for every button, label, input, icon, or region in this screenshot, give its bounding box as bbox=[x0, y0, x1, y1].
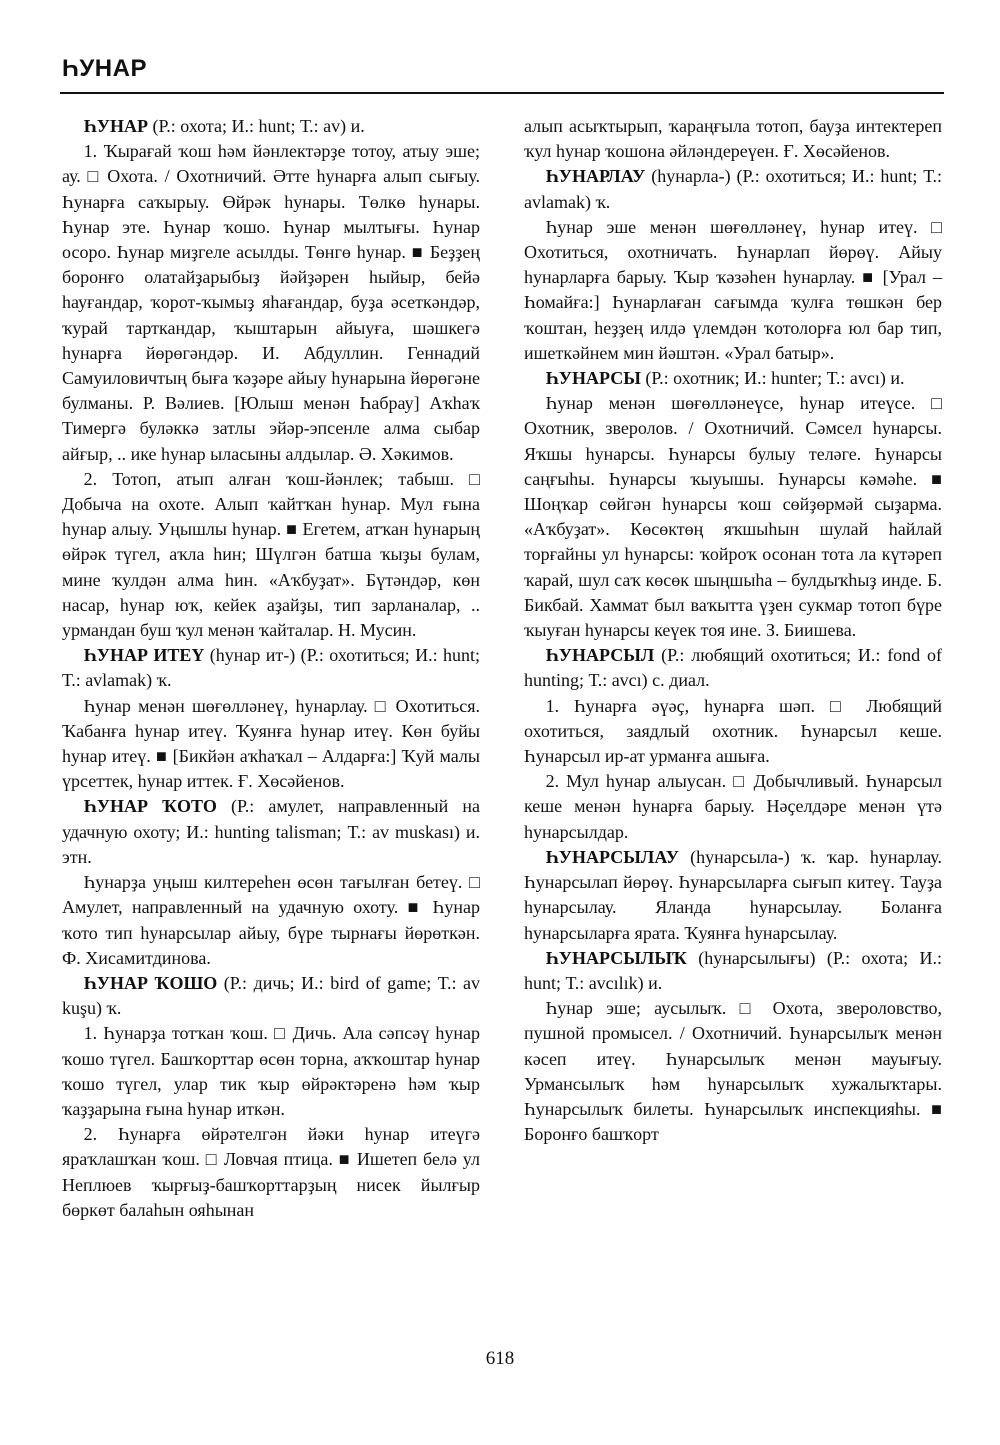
definition-paragraph: Һунар менән шөғөлләнеү, һунарлау. □ Охотиться. Ҡабанға һунар итеү. Ҡуянға һунар итеү. Көн буйы һунар итеү. ■ [Бикйән аҡһаҡал – Алдарға:] Ҡуй малы үрсеттек, һунар иттек. Ғ. Хөсәйенов. bbox=[62, 695, 480, 792]
definition-paragraph: Һунарҙа уңыш килтереһен өсөн тағылған бетеү. □ Амулет, направленный на удачную охоту. ■ Һунар ҡото тип һунарсылар айыу, бүре тырнағы йөрөткән. Ф. Хисамитдинова. bbox=[62, 872, 480, 968]
entry-text: (Р.: любящий охотиться; И.: fond of hunting; Т.: avcı) с. диал. bbox=[524, 645, 942, 691]
entry-headword: ҺУНАР ҠОШО bbox=[83, 972, 218, 993]
definition-paragraph: 1. Һунарҙа тотҡан ҡош. □ Дичь. Ала сәпсәү һунар ҡошо түгел. Башҡорттар өсөн торна, аҡҡоштар һунар ҡошо түгел, улар тик ҡыр өйрәктәренә һәм ҡыр ҡаҙҙарына ғына һунар иткән. bbox=[62, 1023, 480, 1119]
definition-paragraph: Һунар менән шөғөлләнеүсе, һунар итеүсе. □ Охотник, зверолов. / Охотничий. Сәмсел һунарсы. Яҡшы һунарсы. Һунарсы булыу теләге. Һунарсы саңғыһы. Һунарсы ҡыуышы. Һунарсы кәмәһе. ■ Шоңҡар сөйгән һунарсы ҡош сөйҙөрмәй сыҙарма. «Аҡбуҙат». Көсөктөң яҡшыһын шулай һайлай торғайны ул һунарсы: ҡойроҡ осонан тота ла күтәреп ҡарай, шул саҡ көсөк шыңшыһа – булдыҡһыҙ инде. Б. Бикбай. Хаммат был ваҡытта үҙен сукмар тотоп бүре ҡыуған һунарсы кеүек тоя ине. З. Биишева. bbox=[524, 393, 942, 641]
dictionary-entry bbox=[62, 794, 480, 870]
definition-paragraph: 2. Мул һунар алыусан. □ Добычливый. Һунарсыл кеше менән һунарға барыу. Нәҫелдәре менән үтә һунарсылдар. bbox=[524, 771, 942, 842]
entry-text: (һунарсыла-) ҡ. ҡар. һунарлау. Һунарсылап йөрөү. Һунарсыларға сығып китеү. Тауҙа һунарсылау. Яланда һунарсылау. Боланға һунарсыларға ярата. Ҡуянға һунарсылау. bbox=[524, 846, 942, 943]
entry-headword: ҺУНАРСЫЛАУ bbox=[545, 846, 679, 867]
dictionary-entry bbox=[524, 164, 942, 214]
entry-text: (Р.: амулет, направленный на удачную охоту; И.: hunting talisman; Т.: av muskası) и. этн. bbox=[62, 796, 480, 867]
continued-paragraph: алып асыҡтырып, ҡараңғыла тотоп, бауҙа интектереп ҡул һунар ҡошона әйләндереүен. Ғ. Хөсәйенов. bbox=[524, 116, 942, 162]
entry-text: (һунарла-) (Р.: охотиться; И.: hunt; Т.: avlamak) ҡ. bbox=[524, 166, 942, 212]
entry-headword: ҺУНАРСЫ bbox=[545, 368, 641, 389]
entry-headword: ҺУНАРСЫЛЫҠ bbox=[545, 947, 687, 968]
entry-text: (Р.: дичь; И.: bird of game; Т.: av kuşu) ҡ. bbox=[62, 972, 480, 1019]
definition-paragraph: 2. Тотоп, атып алған ҡош-йәнлек; табыш. □ Добыча на охоте. Алып ҡайтҡан һунар. Мул ғына һунар алыу. Уңышлы һунар. ■ Егетем, атҡан һунарың өйрәк түгел, аҡла һин; Шүлгән батша ҡыҙы булам, мине ҡулдән алма һин. «Аҡбуҙат». Бүтәндәр, көн насар, һунар юҡ, кейек аҙайҙы, тип зарланалар, .. урмандан буш ҡул менән ҡайталар. Н. Мусин. bbox=[62, 468, 480, 641]
entry-headword: ҺУНАР ҠОТО bbox=[83, 796, 217, 817]
dictionary-entry bbox=[524, 946, 942, 996]
entry-headword: ҺУНАР bbox=[83, 116, 149, 136]
entry-headword: ҺУНАРСЫЛ bbox=[545, 645, 655, 666]
dictionary-entry bbox=[62, 643, 480, 693]
entry-text: (Р.: охота; И.: hunt; Т.: av) и. bbox=[148, 116, 365, 136]
definition-paragraph: Һунар эше менән шөғөлләнеү, һунар итеү. □ Охотиться, охотничать. Һунарлап йөрөү. Айыу һунарларға барыу. Ҡыр ҡәзәһен һунарлау. ■ [Урал – Һомайға:] Һунарлаған сағымда ҡулға төшкән бер ҡоштан, һеҙҙең илдә үлемдән ҡотолорға юл бар тип, ишеткәйнем мин йәштән. «Урал батыр». bbox=[524, 216, 942, 363]
dictionary-entry bbox=[524, 845, 942, 946]
definition-paragraph: 1. Ҡырағай ҡош һәм йәнлектәрҙе тотоу, атыу эше; ау. □ Охота. / Охотничий. Әтте һунарға алып сығыу. Һунарға саҡырыу. Өйрәк һунары. Төлкө һунары. Һунар эте. Һунар ҡошо. Һунар мылтығы. Һунар осоро. Һунар миҙгеле асылды. Төнгө һунар. ■ Беҙҙең боронғо олатайҙарыбыҙ йәйҙәрен һыйыр, бейә һауғандар, ҡорот-ҡымыҙ яһағандар, буҙа әсеткәндәр, ҡурай тарткандар, ҡыштарын айыуға, шәшкегә һунарға йөрөгәндәр. И. Абдуллин. Геннадий Самуиловичтың быға ҡәҙәре айыу һунарына йөрөгәне булманы. Р. Вәлиев. [Юлыш менән Һабрау] Аҡһаҡ Тимергә буләккә затлы эйәр-эпсенле алма сыбар айғыр, .. ике һунар ыласыны алдылар. Ә. Хәкимов. bbox=[62, 141, 480, 464]
entry-headword: ҺУНАРЛАУ bbox=[545, 166, 646, 187]
header-rule bbox=[60, 92, 944, 94]
entry-headword: ҺУНАР ИТЕҮ bbox=[83, 645, 205, 666]
dictionary-entry bbox=[62, 971, 480, 1021]
entry-text: (һунар ит-) (Р.: охотиться; И.: hunt; Т.: avlamak) ҡ. bbox=[62, 645, 480, 691]
page-number: 618 bbox=[485, 1348, 515, 1369]
definition-paragraph: 1. Һунарға әүәҫ, һунарға шәп. □ Любящий охотиться, заядлый охотник. Һунарсыл кеше. Һунарсыл ир-ат урманға ашыға. bbox=[524, 695, 942, 767]
left-column bbox=[62, 114, 480, 1223]
dictionary-entry bbox=[62, 114, 480, 139]
running-head: ҺУНАР bbox=[62, 55, 147, 82]
definition-paragraph: Һунар эше; аусылыҡ. □ Охота, звероловство, пушной промысел. / Охотничий. Һунарсылыҡ менән кәсеп итеү. Һунарсылыҡ менән мауығыу. Урмансылыҡ һәм һунарсылыҡ хужалыҡтары. Һунарсылыҡ билеты. Һунарсылыҡ инспекцияһы. ■ Боронғо башҡорт bbox=[524, 998, 942, 1145]
entry-text: (Р.: охотник; И.: hunter; Т.: avcı) и. bbox=[640, 368, 905, 389]
definition-paragraph: 2. Һунарға өйрәтелгән йәки һунар итеүгә яраҡлашҡан ҡош. □ Ловчая птица. ■ Ишетеп белә ул Неплюев ҡырғыҙ-башҡорттарҙың нисек йылғыр бөркөт балаһын ояһынан bbox=[62, 1124, 480, 1220]
right-column bbox=[524, 114, 942, 1147]
dictionary-entry bbox=[524, 366, 942, 391]
dictionary-entry bbox=[524, 643, 942, 693]
entry-text: (һунарсылығы) (Р.: охота; И.: hunt; Т.: avcılık) и. bbox=[524, 947, 942, 993]
